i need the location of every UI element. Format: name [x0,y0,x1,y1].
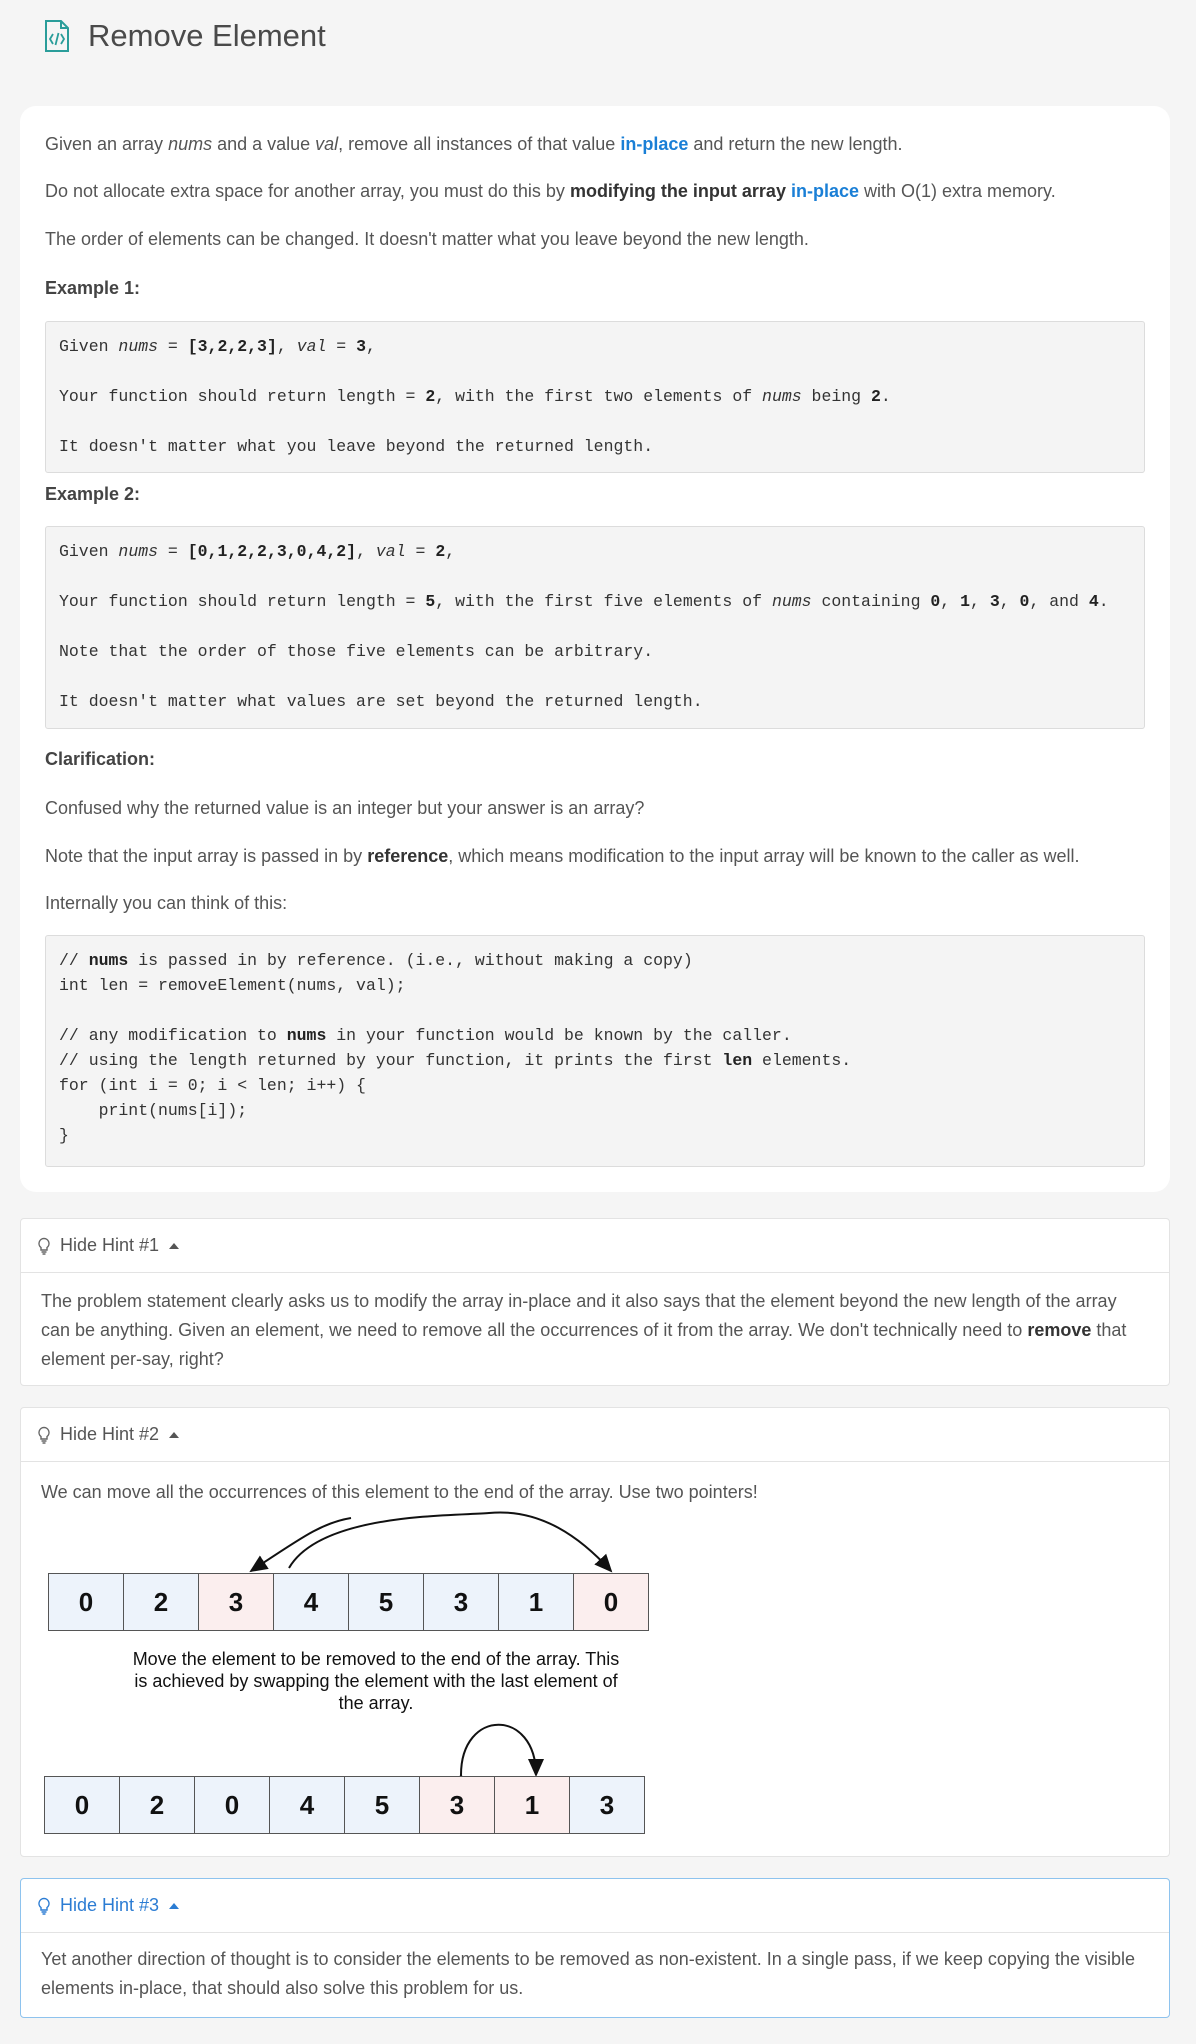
example-1-line-1: Given nums = [3,2,2,3], val = 3, [59,337,376,356]
lightbulb-icon [37,1237,51,1255]
description-p1: Given an array nums and a value val, remove all instances of that value in-place and return the new length. [45,134,903,154]
example-2-line-3: Note that the order of those five elements can be arbitrary. [59,642,654,661]
lightbulb-icon [37,1897,51,1915]
in-place-link-2[interactable]: in-place [790,181,860,201]
array-after [44,1776,645,1834]
page-title: Remove Element [88,18,326,53]
clarification-heading: Clarification: [45,749,156,769]
array-cell: 0 [573,1573,649,1631]
hint-2-panel [20,1407,1170,1857]
example-1-line-2: Your function should return length = 2, with the first two elements of nums being 2. [59,387,891,406]
description-p3: The order of elements can be changed. It doesn't matter what you leave beyond the new length. [45,229,809,249]
clarification-p1: Confused why the returned value is an integer but your answer is an array? [45,798,645,818]
array-cell: 1 [494,1776,570,1834]
swap-arrow-long-start [251,1518,351,1571]
array-cell: 5 [344,1776,420,1834]
code-line-6: print(nums[i]); [59,1101,248,1120]
example-2-line-2: Your function should return length = 5, with the first five elements of nums containing 0, 1, 3, 0, and 4. [59,592,1109,611]
array-cell: 1 [498,1573,574,1631]
example-1-line-3: It doesn't matter what you leave beyond the returned length. [59,437,654,456]
example-2-block [45,526,1145,729]
hint-2-text: We can move all the occurrences of this element to the end of the array. Use two pointers! [41,1482,758,1502]
clarification-p2: Note that the input array is passed in by reference, which means modification to the input array will be known to the caller as well. [45,846,1080,866]
example-1-block [45,321,1145,473]
hint-3-toggle[interactable] [21,1879,1169,1933]
array-cell: 2 [119,1776,195,1834]
array-cell: 0 [44,1776,120,1834]
diagram-caption: Move the element to be removed to the end of the array. This is achieved by swapping the element with the last element of the array. [132,1649,620,1713]
code-block [45,935,1145,1167]
hint-3-panel [20,1878,1170,2018]
array-cell: 3 [569,1776,645,1834]
caret-up-icon [169,1243,179,1249]
hint-2-label: Hide Hint #2 [60,1424,160,1444]
description-p2: Do not allocate extra space for another array, you must do this by modifying the input array in-place with O(1) extra memory. [45,181,1056,201]
code-line-4: // using the length returned by your function, it prints the first len elements. [59,1051,852,1070]
example-2-line-1: Given nums = [0,1,2,2,3,0,4,2], val = 2, [59,542,456,561]
clarification-p3: Internally you can think of this: [45,893,288,913]
swap-arrow-short [461,1725,536,1775]
array-before [48,1573,649,1631]
caret-up-icon [169,1903,179,1909]
array-cell: 3 [419,1776,495,1834]
title-bar [44,14,326,58]
array-cell: 3 [198,1573,274,1631]
example-2-heading: Example 2: [45,484,141,504]
code-file-icon [44,20,70,52]
hint-1-toggle[interactable] [21,1219,1169,1273]
code-line-2: int len = removeElement(nums, val); [59,976,406,995]
code-line-7: } [59,1126,69,1145]
example-2-line-4: It doesn't matter what values are set beyond the returned length. [59,692,703,711]
array-cell: 4 [273,1573,349,1631]
array-cell: 0 [48,1573,124,1631]
in-place-link[interactable]: in-place [620,134,689,154]
hint-1-label: Hide Hint #1 [60,1235,160,1255]
code-line-5: for (int i = 0; i < len; i++) { [59,1076,366,1095]
code-line-1: // nums is passed in by reference. (i.e., without making a copy) [59,951,693,970]
hint-1-panel [20,1218,1170,1386]
array-cell: 0 [194,1776,270,1834]
array-cell: 2 [123,1573,199,1631]
array-cell: 3 [423,1573,499,1631]
hint-3-label: Hide Hint #3 [60,1895,160,1915]
hint-1-text: The problem statement clearly asks us to modify the array in-place and it also says that the element beyond the new length of the array can be anything. Given an element, we need to remove all the occurrences of it from the array. We don't technically need to remove that element per-say, right? [41,1291,1127,1369]
array-cell: 5 [348,1573,424,1631]
hint-3-text: Yet another direction of thought is to consider the elements to be removed as non-existent. In a single pass, if we keep copying the visible elements in-place, that should also solve this problem for us. [41,1949,1135,1998]
problem-description-card [20,106,1170,1192]
array-cell: 4 [269,1776,345,1834]
example-1-heading: Example 1: [45,278,141,298]
code-line-3: // any modification to nums in your function would be known by the caller. [59,1026,792,1045]
